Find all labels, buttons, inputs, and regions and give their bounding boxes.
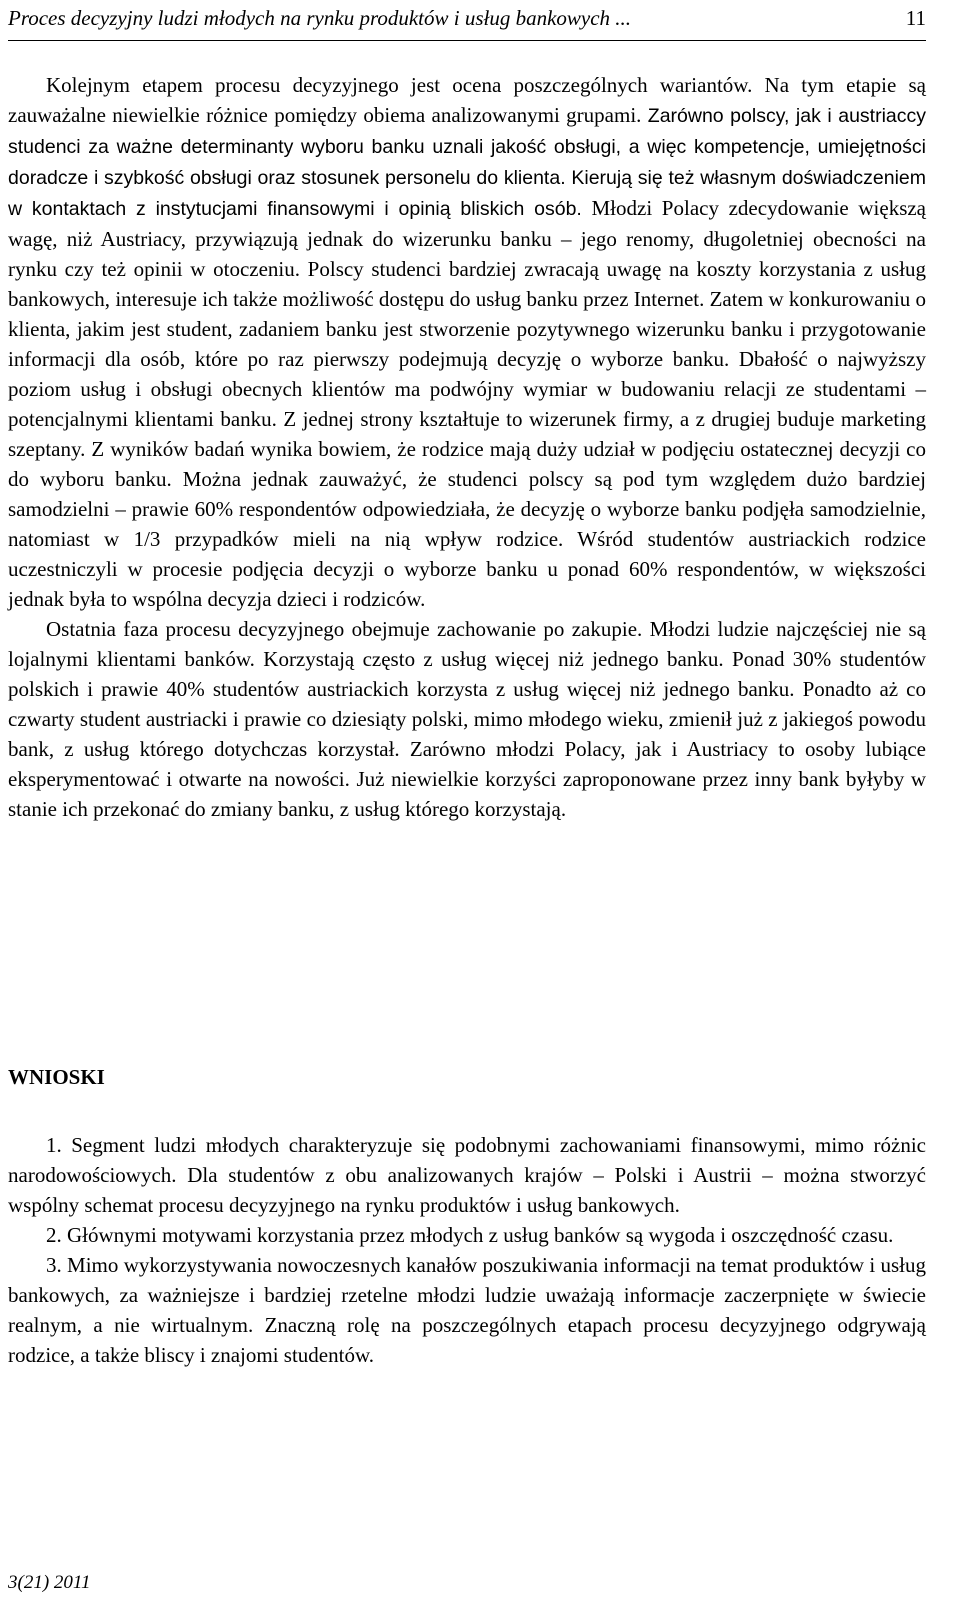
paragraph-evaluation-rest: Młodzi Polacy zdecydowanie większą wagę, niż Austriacy, przywiązują jednak do wizerunku banku – jego renomy, długoletniej obecności na rynku czy też opinii w otoczeniu. Polscy studenci bardziej zwracają uwagę na koszty korzystania z usług bankowych, interesuje ich także możliwość dostępu do usług banku przez Internet. Zatem w konkurowaniu o klienta, jakim jest student, zadaniem banku jest stworzenie pozytywnego wizerunku banku i przygotowanie informacji dla osób, które po raz pierwszy podejmują decyzję o wyborze banku. Dbałość o najwyższy poziom usług i obsługi obecnych klientów ma podwójny wymiar w budowaniu relacji ze studentami – potencjalnymi klientami banku. Z jednej strony kształtuje to wizerunek firmy, a z drugiej buduje marketing szeptany. Z wyników badań wynika bowiem, że rodzice mają duży udział w podjęciu ostatecznej decyzji co do wyboru banku. Można jednak zauważyć, że studenci polscy są pod tym względem dużo bardziej samodzielni – prawie 60% respondentów odpowiedziała, że decyzję o wyborze banku podjęła samodzielnie, natomiast w 1/3 przypadków mieli na nią wpływ rodzice. Wśród studentów austriackich rodzice uczestniczyli w procesie podjęcia decyzji o wyborze banku u ponad 60% respondentów, w większości jednak była to wspólna decyzja dzieci i rodziców. [8,196,927,611]
conclusions-list [8,1130,926,1370]
paragraph-evaluation-intro: Kolejnym etapem procesu decyzyjnego jest ocena poszczególnych wariantów. Na tym etapie są zauważalne niewielkie różnice pomiędzy obiema analizowanymi grupami. [8,73,926,127]
main-text [8,70,926,824]
conclusion-item: 2. Głównymi motywami korzystania przez młodych z usług banków są wygoda i oszczędność czasu. [46,1223,894,1247]
running-header [8,0,926,41]
conclusion-item: 1. Segment ludzi młodych charakteryzuje się podobnymi zachowaniami finansowymi, mimo różnic narodowościowych. Dla studentów z obu analizowanych krajów – Polski i Austrii – można stworzyć wspólny schemat procesu decyzyjnego na rynku produktów i usług bankowych. [8,1133,926,1217]
page-number: 11 [905,6,926,30]
paragraph-post-purchase: Ostatnia faza procesu decyzyjnego obejmuje zachowanie po zakupie. Młodzi ludzie najczęściej nie są lojalnymi klientami banków. Korzystają często z usług więcej niż jednego banku. Ponad 30% studentów polskich i prawie 40% studentów austriackich korzysta z usług więcej niż jednego banku. Ponadto aż co czwarty student austriacki i prawie co dziesiąty polski, mimo młodego wieku, zmienił już z jakiegoś powodu bank, z usług którego dotychczas korzystał. Zarówno młodzi Polacy, jak i Austriacy to osoby lubiące eksperymentować i otwarte na nowości. Już niewielkie korzyści zaproponowane przez inny bank byłyby w stanie ich przekonać do zmiany banku, z usług którego korzystają. [8,617,926,821]
paragraph-evaluation [8,70,926,614]
running-title: Proces decyzyjny ludzi młodych na rynku produktów i usług bankowych ... [8,6,632,30]
issue-footer: 3(21) 2011 [8,1572,91,1593]
conclusion-item: 3. Mimo wykorzystywania nowoczesnych kanałów poszukiwania informacji na temat produktów i usług bankowych, za ważniejsze i bardziej rzetelne młodzi ludzie uważają informacje zaczerpnięte w świecie realnym, a nie wirtualnym. Znaczną rolę na poszczególnych etapach procesu decyzyjnego odgrywają rodzice, a także bliscy i znajomi studentów. [8,1253,926,1367]
section-heading: WNIOSKI [8,1065,105,1089]
paragraph-evaluation-sans: Zarówno polscy, jak i austriaccy studenci za ważne determinanty wyboru banku uznali jakość obsługi, a więc kompetencje, umiejętności doradcze i szybkość obsługi oraz stosunek personelu do klienta. Kierują się też własnym doświadczeniem w kontaktach z instytucjami finansowymi i opinią bliskich osób. [8,105,926,220]
